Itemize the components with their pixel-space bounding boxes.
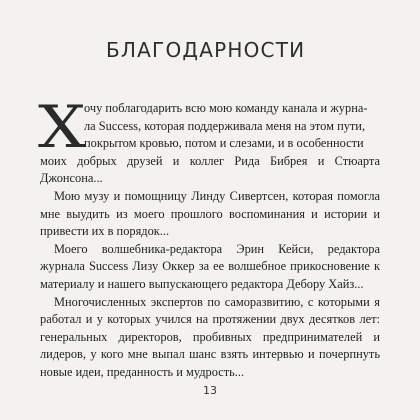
page-number: 13 <box>203 384 217 397</box>
body-text <box>38 93 380 382</box>
paragraph-3 <box>40 241 380 294</box>
paragraph-4 <box>40 294 380 382</box>
paragraph-2 <box>40 188 380 241</box>
paragraph-3-text: Моего волшебника-редактора Эрин Кейси, редактора журнала Success Лизу Оккер за ее волшебное прикосновение к материалу и нашего выпускающего редактора Дебору Хайз... <box>40 241 380 291</box>
paragraph-1-line-1: очу поблагодарить всю мою команду канала и журна- <box>84 101 368 115</box>
paragraph-1-line-4: моих добрых друзей и коллег Рида Бибрея и Стюарта Джонсона... <box>40 153 380 186</box>
paragraph-1-line-2: ла Success, которая поддерживала меня на этом пути, <box>84 118 366 133</box>
paragraph-4-text: Многочисленных экспертов по саморазвитию, с которыми я работал и у которых учился на протяжении двух десятков лет: генеральных директоров, пробивных предпринимателей и лидеров, у кого мне выпал шанс взять интервью и почерпнуть новые идеи, преданность и мудрость... <box>40 294 380 379</box>
paragraph-1-line-3: покрытом кровью, потом и слезами, и в особенности <box>84 136 364 151</box>
paragraph-2-text: Мою музу и помощницу Линду Сивертсен, которая помогла мне выудить из моего прошлого воспоминания и истории и привести их в порядок... <box>40 188 380 239</box>
paragraph-1 <box>38 93 380 188</box>
page-title: БЛАГОДАРНОСТИ <box>106 38 306 62</box>
drop-cap: Х <box>38 93 86 161</box>
